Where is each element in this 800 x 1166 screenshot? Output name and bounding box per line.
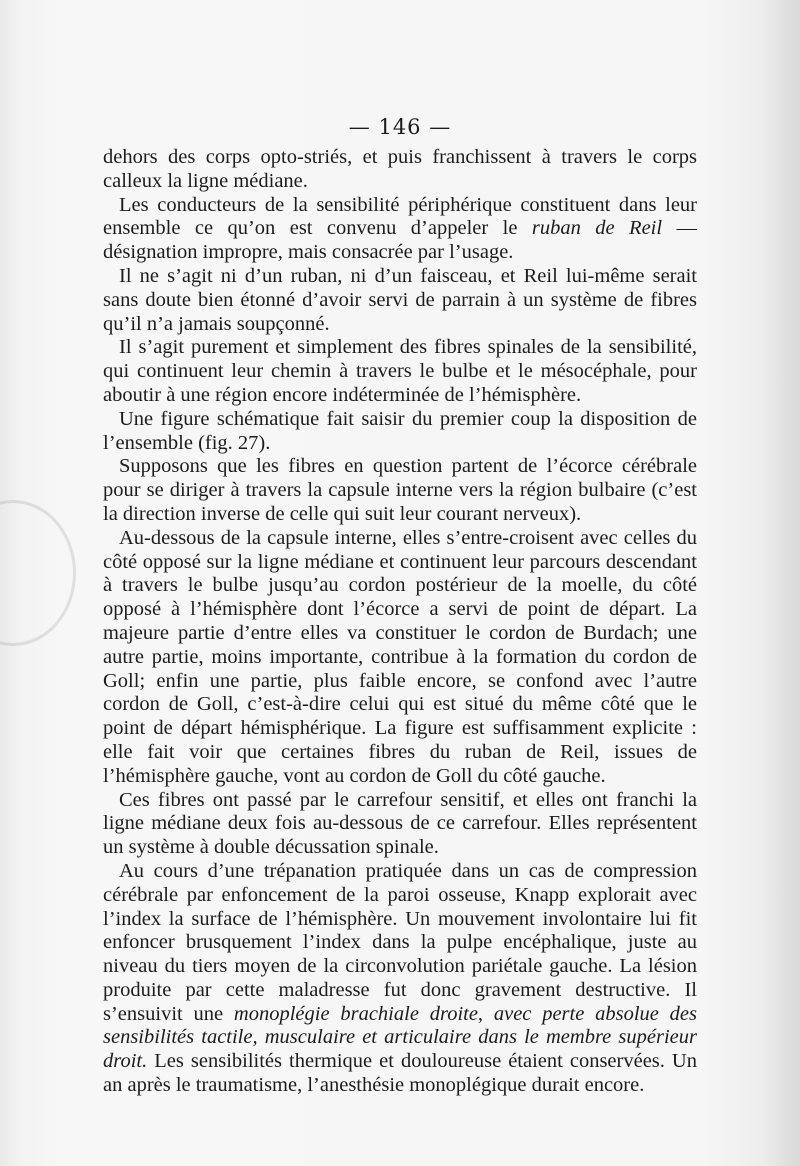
paragraph	[103, 527, 697, 789]
italic-text-run: monoplégie brachiale droite, avec perte absolue des sensibilités tactile, musculaire et articulaire dans le membre supérieur droit.	[103, 1002, 697, 1073]
paragraph	[103, 265, 697, 336]
text-run: Une figure schématique fait saisir du premier coup la disposition de l’ensemble (fig. 27).	[103, 407, 697, 454]
text-run: — désignation impropre, mais consacrée par l’usage.	[103, 217, 697, 264]
text-run: Les sensibilités thermique et douloureuse étaient conservées. Un an après le traumatisme, l’anesthésie monoplégique durait encore.	[103, 1050, 697, 1097]
text-run: dehors des corps opto-striés, et puis franchissent à travers le corps calleux la ligne médiane.	[103, 146, 697, 192]
text-run: Il s’agit purement et simplement des fibres spinales de la sensibilité, qui continuent leur chemin à travers le bulbe et le mésocéphale, pour aboutir à une région encore indéterminée de l’hémisphère.	[103, 336, 697, 406]
paragraph	[103, 455, 697, 526]
text-run: Il ne s’agit ni d’un ruban, ni d’un faisceau, et Reil lui-même serait sans doute bien étonné d’avoir servi de parrain à un système de fibres qu’il n’a jamais soupçonné.	[103, 264, 697, 335]
paragraph	[103, 336, 697, 407]
paragraph	[103, 194, 697, 265]
text-run: Les conducteurs de la sensibilité périphérique constituent dans leur ensemble ce qu’on est convenu d’appeler le	[103, 193, 697, 240]
body-text	[103, 146, 697, 1098]
text-run: Supposons que les fibres en question partent de l’écorce cérébrale pour se diriger à travers la capsule interne vers la région bulbaire (c’est la direction inverse de celle qui suit leur courant nerveux).	[103, 455, 697, 525]
paragraph	[103, 408, 697, 456]
paragraph	[103, 860, 697, 1098]
italic-text-run: ruban de Reil	[531, 217, 663, 240]
text-run: Au cours d’une trépanation pratiquée dans un cas de compression cérébrale par enfoncement de la paroi osseuse, Knapp explorait avec l’index la surface de l’hémisphère. Un mouvement involontaire lui fit enfoncer brusquement l’index dans la pulpe encéphalique, juste au niveau du tiers moyen de la circonvolution pariétale gauche. La lésion produite par cette maladresse fut donc gravement destructive. Il s’ensuivit une	[103, 859, 697, 1025]
library-stamp	[0, 500, 76, 646]
text-run: Au-dessous de la capsule interne, elles s’entre-croisent avec celles du côté opposé sur la ligne médiane et continuent leur parcours descendant à travers le bulbe jusqu’au cordon postérieur de la moelle, du côté opposé à l’hémisphère dont l’écorce a servi de point de départ. La majeure partie d’entre elles va constituer le cordon de Burdach; une autre partie, moins importante, contribue à la formation du cordon de Goll; enfin une partie, plus faible encore, se confond avec l’autre cordon de Goll, c’est-à-dire celui qui est situé du même côté que le point de départ hémisphérique. La figure est suffisamment explicite : elle fait voir que certaines fibres du ruban de Reil, issues de l’hémisphère gauche, vont au cordon de Goll du côté gauche.	[103, 526, 697, 787]
paragraph	[103, 789, 697, 860]
paragraph	[103, 146, 697, 194]
text-run: Ces fibres ont passé par le carrefour sensitif, et elles ont franchi la ligne médiane deux fois au-dessous de ce carrefour. Elles représentent un système à double décussation spinale.	[103, 788, 697, 859]
page-number: — 146 —	[348, 115, 452, 139]
